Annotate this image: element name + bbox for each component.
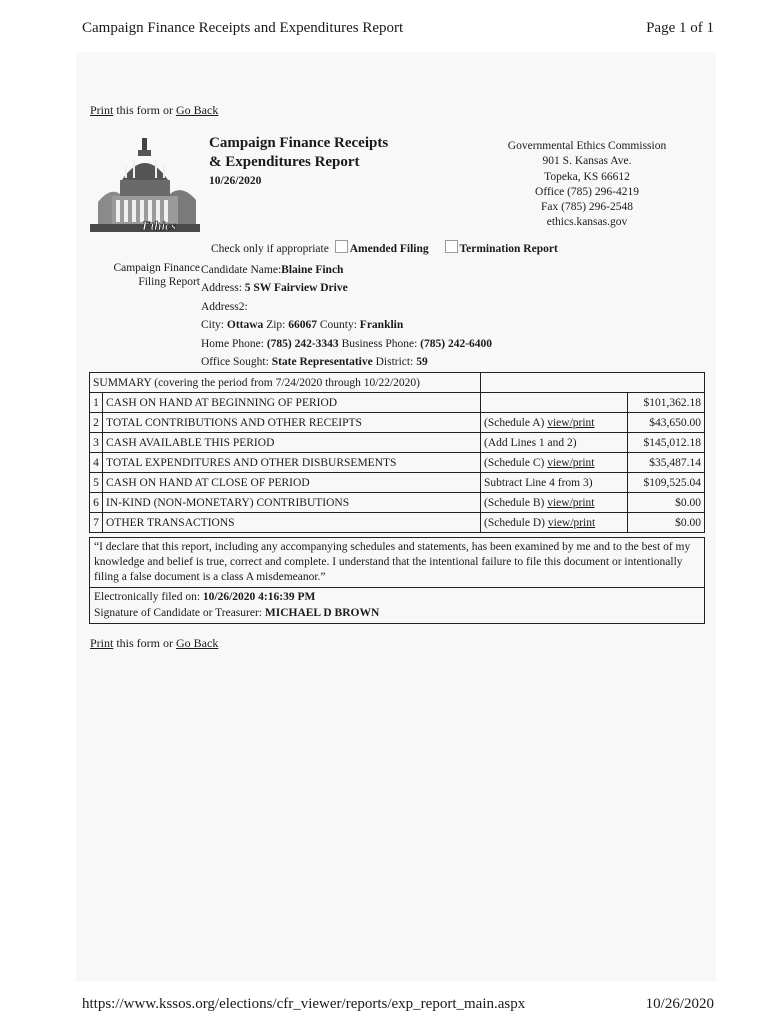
signature-label: Signature of Candidate or Treasurer: [94,607,265,619]
table-row [90,513,705,533]
schedule-c-view-print-link[interactable]: view/print [547,456,595,469]
row-number: 5 [90,473,103,493]
agency-city: Topeka, KS 66612 [544,170,630,183]
row-number: 6 [90,493,103,513]
report-date: 10/26/2020 [209,175,262,187]
schedule-label: (Schedule A) [484,416,548,429]
row-amount: $0.00 [628,493,705,513]
candidate-address-line [201,279,492,297]
zip-label: Zip: [266,319,289,332]
row-reference [481,393,628,413]
table-row [90,413,705,433]
amended-filing-label: Amended Filing [349,243,429,255]
row-reference: (Add Lines 1 and 2) [481,433,628,453]
row-reference [481,413,628,433]
table-row [90,433,705,453]
row-label: CASH AVAILABLE THIS PERIOD [103,433,481,453]
candidate-address: 5 SW Fairview Drive [244,282,348,295]
schedule-label: (Schedule D) [484,516,548,529]
candidate-info [201,261,492,371]
termination-report-label: Termination Report [459,243,558,255]
business-phone: (785) 242-6400 [420,337,493,350]
agency-address [478,139,696,231]
row-amount: $109,525.04 [628,473,705,493]
row-number: 2 [90,413,103,433]
page-url: https://www.kssos.org/elections/cfr_viewer/reports/exp_report_main.aspx [82,996,526,1012]
row-label: TOTAL CONTRIBUTIONS AND OTHER RECEIPTS [103,413,481,433]
browser-page-title: Campaign Finance Receipts and Expenditures Report [82,20,404,36]
row-amount: $0.00 [628,513,705,533]
row-number: 4 [90,453,103,473]
agency-street: 901 S. Kansas Ave. [542,155,632,168]
candidate-county: Franklin [359,319,404,332]
nav-links-bottom [90,636,218,651]
candidate-address2-line [201,298,492,316]
report-title-line2: & Expenditures Report [209,154,360,170]
row-amount: $101,362.18 [628,393,705,413]
candidate-name-line [201,261,492,279]
district: 59 [416,356,428,369]
candidate-name: Blaine Finch [281,264,344,276]
summary-table [89,372,705,533]
district-label: District: [375,356,417,369]
report-title-block [209,134,388,187]
candidate-phone-line [201,335,492,353]
agency-web: ethics.kansas.gov [546,216,628,229]
print-link[interactable]: Print [90,636,114,650]
schedule-a-view-print-link[interactable]: view/print [547,416,595,429]
candidate-office-line [201,353,492,371]
row-number: 7 [90,513,103,533]
row-label: TOTAL EXPENDITURES AND OTHER DISBURSEMENTS [103,453,481,473]
side-label-line1: Campaign Finance [113,262,200,274]
office-sought: State Representative [271,356,373,369]
filing-type-checks [211,240,568,255]
schedule-label: (Schedule B) [484,496,548,509]
nav-text: this form or [113,103,177,117]
declaration-statement: “I declare that this report, including any accompanying schedules and statements, has been examined by me and to the best of my knowledge and belief is true, correct and complete. I understand that the intentional failure to file this document or intentionally filing a false document is a class A misdemeanor.” [89,537,705,588]
office-label: Office Sought: [201,356,272,369]
table-row [90,453,705,473]
row-amount: $35,487.14 [628,453,705,473]
summary-heading-blank [481,373,705,393]
business-phone-label: Business Phone: [341,337,421,350]
row-reference [481,453,628,473]
signature-value: MICHAEL D BROWN [264,607,380,619]
schedule-label: (Schedule C) [484,456,548,469]
check-prompt: Check only if appropriate [211,243,329,255]
schedule-d-view-print-link[interactable]: view/print [547,516,596,529]
nav-text: this form or [113,636,177,650]
row-label: IN-KIND (NON-MONETARY) CONTRIBUTIONS [103,493,481,513]
candidate-city: Ottawa [226,319,264,332]
row-label: CASH ON HAND AT BEGINNING OF PERIOD [103,393,481,413]
schedule-b-view-print-link[interactable]: view/print [547,496,595,509]
row-number: 1 [90,393,103,413]
nav-links-top [90,103,218,118]
address-label: Address: [201,282,245,295]
seal-ethics-text: Ethics [142,218,176,232]
candidate-zip: 66067 [288,319,317,332]
home-phone: (785) 242-3343 [266,337,339,350]
print-date: 10/26/2020 [645,996,714,1012]
go-back-link[interactable]: Go Back [176,103,219,117]
agency-name: Governmental Ethics Commission [507,140,667,152]
go-back-link[interactable]: Go Back [176,636,219,650]
row-reference [481,513,628,533]
print-link[interactable]: Print [90,103,114,117]
candidate-name-label: Candidate Name: [201,264,282,276]
row-reference [481,493,628,513]
electronic-filing-box [89,587,705,624]
row-label: CASH ON HAND AT CLOSE OF PERIOD [103,473,481,493]
row-amount: $145,012.18 [628,433,705,453]
amended-filing-checkbox[interactable] [335,240,348,253]
agency-office-phone: Office (785) 296-4219 [535,185,639,198]
row-label: OTHER TRANSACTIONS [103,513,481,533]
agency-fax: Fax (785) 296-2548 [541,201,633,214]
termination-report-checkbox[interactable] [445,240,458,253]
row-amount: $43,650.00 [628,413,705,433]
side-label-line2: Filing Report [138,276,200,288]
signature-line [94,605,700,621]
capitol-ethics-seal-icon [90,132,200,232]
row-reference: Subtract Line 4 from 3) [481,473,628,493]
table-row [90,473,705,493]
summary-heading-row [90,373,705,393]
filing-report-label [100,261,200,289]
city-label: City: [201,319,227,332]
table-row [90,393,705,413]
summary-heading: SUMMARY (covering the period from 7/24/2020 through 10/22/2020) [90,373,481,393]
county-label: County: [319,319,360,332]
filed-on-value: 10/26/2020 4:16:39 PM [202,591,316,603]
table-row [90,493,705,513]
row-number: 3 [90,433,103,453]
address2-label: Address2: [201,300,248,313]
filed-on-line [94,589,700,605]
candidate-city-line [201,316,492,334]
page-count: Page 1 of 1 [646,20,714,36]
filed-on-label: Electronically filed on: [94,591,203,603]
report-title-line1: Campaign Finance Receipts [209,135,389,151]
home-phone-label: Home Phone: [201,337,267,350]
